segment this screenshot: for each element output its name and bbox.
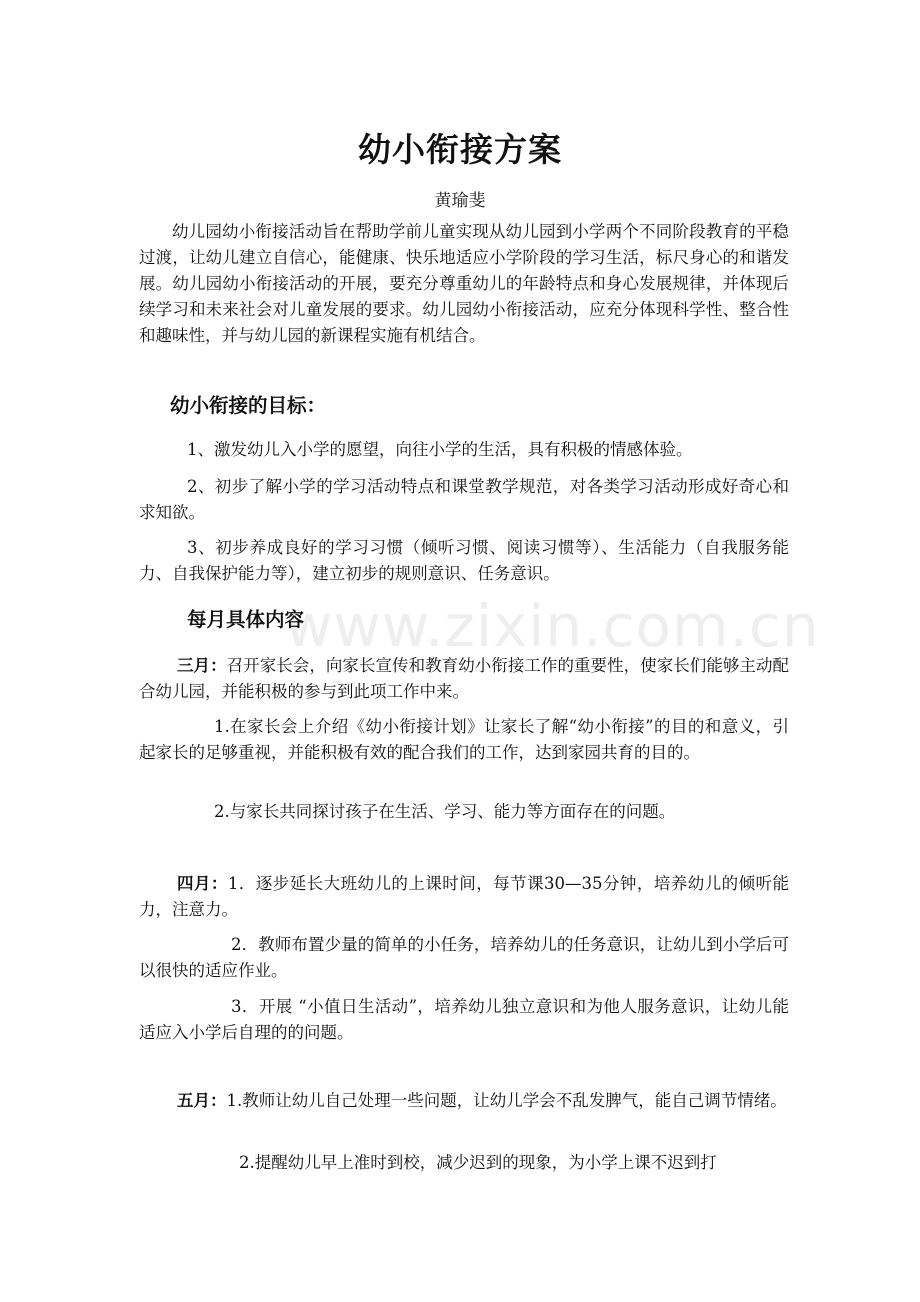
goals-heading: 幼小衔接的目标： (170, 394, 327, 417)
march-label: 三月 (177, 656, 211, 675)
intro-paragraph: 幼儿园幼小衔接活动旨在帮助学前儿童实现从幼儿园到小学两个不同阶段教育的平稳过渡，让幼儿建立自信心，能健康、快乐地适应小学阶段的学习生活，标尺身心的和谐发展。幼儿园幼小衔接活动的开展，要充分尊重幼儿的年龄特点和身心发展规律，并体现后续学习和未来社会对儿童发展的要求。幼儿园幼小衔接活动，应充分体现科学性、整合性和趣味性，并与幼儿园的新课程实施有机结合。 (139, 222, 789, 345)
doc-author: 黄瑜斐 (434, 191, 486, 211)
april-paragraph (139, 871, 789, 923)
watermark: www.zixin.com.cn (285, 592, 820, 660)
april-text: 1．逐步延长大班幼儿的上课时间，每节课30—35分钟，培养幼儿的倾听能力，注意力。 (139, 874, 790, 919)
april-item-3: 3．开展 “小值日生活动”，培养幼儿独立意识和为他人服务意识，让幼儿能适应入小学后自理的的问题。 (139, 997, 789, 1042)
may-paragraph (139, 1088, 789, 1114)
march-item-1: 1.在家长会上介绍《幼小衔接计划》让家长了解“幼小衔接”的目的和意义，引起家长的足够重视，并能积极有效的配合我们的工作，达到家园共育的目的。 (139, 717, 789, 762)
april-label: 四月 (177, 874, 211, 893)
goal-item-1: 1、激发幼儿入小学的愿望，向往小学的生活，具有积极的情感体验。 (187, 440, 693, 459)
march-sep: ： (210, 656, 227, 675)
april-item-2: 2．教师布置少量的简单的小任务，培养幼儿的任务意识，让幼儿到小学后可以很快的适应作业。 (139, 935, 789, 980)
may-label: 五月 (177, 1091, 210, 1110)
may-sep: ： (210, 1091, 227, 1110)
march-paragraph (139, 653, 789, 705)
may-item-2: 2.提醒幼儿早上准时到校，减少迟到的现象，为小学上课不迟到打 (239, 1153, 717, 1172)
march-item-2: 2.与家长共同探讨孩子在生活、学习、能力等方面存在的问题。 (214, 802, 676, 821)
may-text: 1.教师让幼儿自己处理一些问题，让幼儿学会不乱发脾气，能自己调节情绪。 (226, 1091, 787, 1110)
goal-item-3: 3、初步养成良好的学习习惯（倾听习惯、阅读习惯等）、生活能力（自我服务能力、自我保护能力等），建立初步的规则意识、任务意识。 (139, 538, 789, 583)
doc-title: 幼小衔接方案 (358, 130, 562, 169)
monthly-heading: 每月具体内容 (187, 608, 305, 631)
april-sep: ： (210, 874, 228, 893)
march-text: 召开家长会，向家长宣传和教育幼小衔接工作的重要性，使家长们能够主动配合幼儿园，并能积极的参与到此项工作中来。 (139, 656, 790, 701)
goal-item-2: 2、初步了解小学的学习活动特点和课堂教学规范，对各类学习活动形成好奇心和求知欲。 (139, 477, 789, 522)
